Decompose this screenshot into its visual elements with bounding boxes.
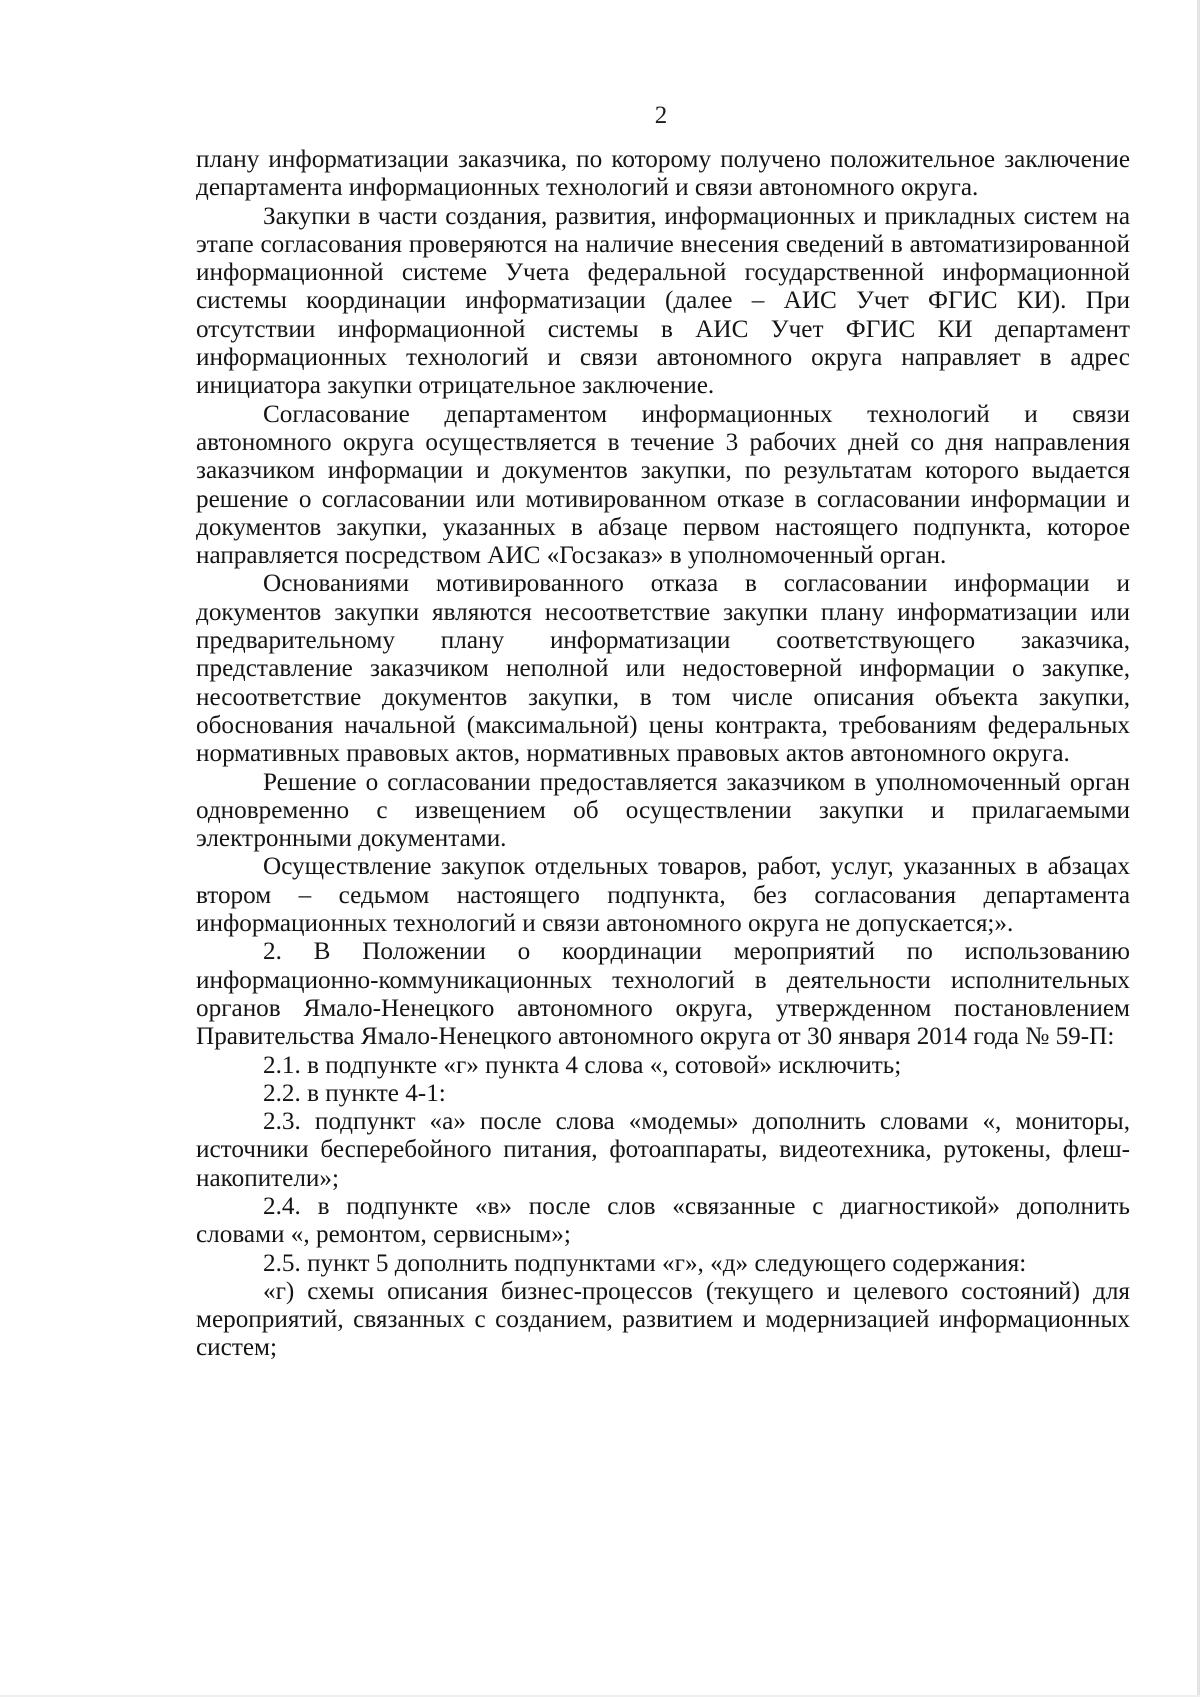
paragraph-item-2-3: 2.3. подпункт «а» после слова «модемы» дополнить словами «, мониторы, источники бесперебойного питания, фотоаппараты, видеотехника, рутокены, флеш-накопители»; <box>196 1108 1130 1192</box>
paragraph-continuation: плану информатизации заказчика, по которому получено положительное заключение департамента информационных технологий и связи автономного округа. <box>196 146 1130 202</box>
page-number: 2 <box>654 102 668 129</box>
paragraph-item-2: 2. В Положении о координации мероприятий по использованию информационно-коммуникационных технологий в деятельности исполнительных органов Ямало-Ненецкого автономного округа, утвержденном постановлением Правительства Ямало-Ненецкого автономного округа от 30 января 2014 года № 59-П: <box>196 938 1130 1051</box>
paragraph-item-2-1: 2.1. в подпункте «г» пункта 4 слова «, сотовой» исключить; <box>263 1051 902 1079</box>
paragraph-item-2-4: 2.4. в подпункте «в» после слов «связанные с диагностикой» дополнить словами «, ремонтом, сервисным»; <box>196 1192 1130 1249</box>
paragraph-refusal-grounds: Основаниями мотивированного отказа в согласовании информации и документов закупки являются несоответствие закупки плану информатизации или предварительному плану информатизации соответствующего заказчика, представление заказчиком неполной или недостоверной информации о закупке, несоответствие документов закупки, в том числе описания объекта закупки, обоснования начальной (максимальной) цены контракта, требованиям федеральных нормативных правовых актов, нормативных правовых актов автономного округа. <box>196 570 1130 768</box>
paragraph-approval-decision: Решение о согласовании предоставляется заказчиком в уполномоченный орган одновременно с извещением об осуществлении закупки и прилагаемыми электронными документами. <box>196 768 1130 853</box>
paragraph-item-2-5: 2.5. пункт 5 дополнить подпунктами «г», «д» следующего содержания: <box>263 1249 1027 1277</box>
paragraph-subitem-g: «г) схемы описания бизнес-процессов (текущего и целевого состояний) для мероприятий, связанных с созданием, развитием и модернизацией информационных систем; <box>196 1277 1130 1362</box>
paragraph-procurement-check: Закупки в части создания, развития, информационных и прикладных систем на этапе согласования проверяются на наличие внесения сведений в автоматизированной информационной системе Учета федеральной государственной информационной системы координации информатизации (далее – АИС Учет ФГИС КИ). При отсутствии информационной системы в АИС Учет ФГИС КИ департамент информационных технологий и связи автономного округа направляет в адрес инициатора закупки отрицательное заключение. <box>196 202 1130 400</box>
paragraph-no-procurement-without-approval: Осуществление закупок отдельных товаров, работ, услуг, указанных в абзацах втором – седьмом настоящего подпункта, без согласования департамента информационных технологий и связи автономного округа не допускается;». <box>196 853 1130 938</box>
paragraph-approval-term: Согласование департаментом информационных технологий и связи автономного округа осуществляется в течение 3 рабочих дней со дня направления заказчиком информации и документов закупки, по результатам которого выдается решение о согласовании или мотивированном отказе в согласовании информации и документов закупки, указанных в абзаце первом настоящего подпункта, которое направляется посредством АИС «Госзаказ» в уполномоченный орган. <box>196 400 1130 570</box>
paragraph-item-2-2: 2.2. в пункте 4-1: <box>263 1079 446 1107</box>
document-body <box>196 146 1130 1363</box>
